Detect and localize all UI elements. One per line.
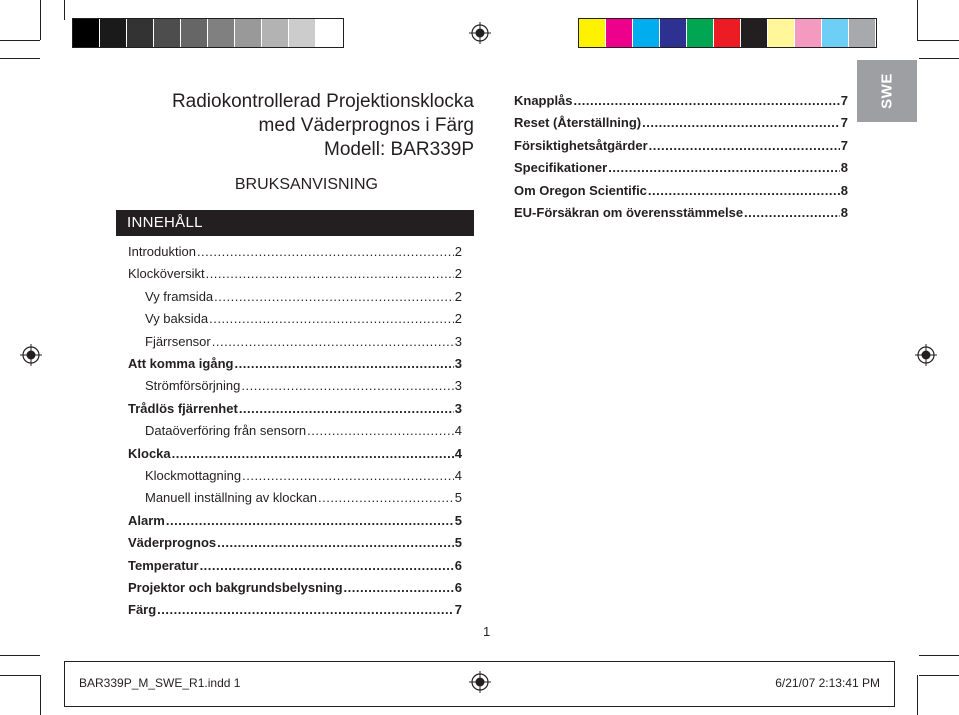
- toc-entry-page: 4: [454, 445, 462, 461]
- toc-entry: [145, 423, 462, 441]
- toc-entry-label: Klocköversikt: [128, 266, 205, 282]
- toc-entry-page: 7: [454, 602, 462, 618]
- contents-heading: INNEHÅLL: [116, 210, 474, 236]
- toc-leader-dots: [649, 138, 840, 153]
- toc-leader-dots: [307, 423, 454, 438]
- toc-entry-label: Specifikationer: [514, 160, 608, 176]
- toc-leader-dots: [241, 378, 453, 393]
- color-swatch: [687, 19, 714, 47]
- crop-mark: [0, 40, 40, 41]
- toc-entry-page: 8: [840, 205, 848, 220]
- toc-leader-dots: [172, 446, 454, 461]
- toc-leader-dots: [212, 334, 454, 349]
- toc-entry: [128, 602, 462, 620]
- crop-mark: [917, 0, 918, 40]
- toc-entry: [128, 446, 462, 464]
- registration-mark-icon: [915, 344, 937, 366]
- toc-entry-label: Trådlös fjärrenhet: [128, 400, 238, 416]
- crop-mark: [919, 58, 959, 59]
- toc-entry: [128, 401, 462, 419]
- toc-entry-label: Projektor och bakgrundsbelysning: [128, 580, 343, 595]
- page-number: 1: [483, 624, 491, 639]
- toc-entry: [128, 535, 462, 553]
- toc-entry: [128, 558, 462, 576]
- toc-entry-label: Dataöverföring från sensorn: [145, 423, 307, 439]
- toc-entry-page: 2: [454, 311, 462, 327]
- toc-entry-label: Klockmottagning: [145, 468, 242, 483]
- color-swatch: [73, 19, 100, 47]
- toc-entry-page: 4: [454, 423, 462, 439]
- title-line-3: Modell: BAR339P: [324, 139, 474, 160]
- crop-mark: [919, 675, 959, 676]
- toc-leader-dots: [318, 490, 454, 505]
- color-swatch: [795, 19, 822, 47]
- crop-mark: [40, 0, 41, 40]
- color-swatch: [127, 19, 154, 47]
- toc-entry-label: Reset (Återställning): [514, 115, 642, 131]
- toc-leader-dots: [214, 289, 454, 304]
- manual-title: BRUKSANVISNING: [234, 176, 378, 193]
- toc-leader-dots: [206, 266, 454, 281]
- toc-leader-dots: [217, 535, 454, 550]
- toc-leader-dots: [239, 401, 454, 416]
- toc-entry: [145, 334, 462, 352]
- toc-entry: [145, 311, 462, 329]
- toc-entry-page: 3: [454, 333, 462, 349]
- toc-entry-label: Introduktion: [128, 244, 196, 259]
- toc-entry-page: 3: [454, 400, 462, 416]
- toc-entry-page: 3: [454, 378, 462, 394]
- toc-entry: [145, 468, 462, 486]
- language-tab-label: SWE: [878, 73, 896, 109]
- color-swatch: [289, 19, 316, 47]
- toc-entry-label: Knapplås: [514, 93, 573, 108]
- toc-leader-dots: [157, 602, 454, 617]
- toc-entry: [128, 356, 462, 374]
- slug-timestamp: 6/21/07 2:13:41 PM: [775, 676, 880, 690]
- toc-entry-page: 7: [840, 137, 848, 153]
- color-swatch: [633, 19, 660, 47]
- color-swatch: [235, 19, 262, 47]
- color-swatch: [822, 19, 849, 47]
- toc-entry-page: 7: [840, 115, 848, 131]
- language-tab: [857, 60, 917, 122]
- toc-entry-label: EU-Försäkran om överensstämmelse: [514, 205, 744, 220]
- toc-entry-label: Väderprognos: [128, 535, 217, 551]
- toc-entry: [128, 513, 462, 531]
- color-swatch: [579, 19, 606, 47]
- toc-entry-label: Alarm: [128, 512, 165, 528]
- toc-entry-label: Om Oregon Scientific: [514, 182, 647, 198]
- toc-entry-page: 5: [454, 535, 462, 551]
- slug-filename: BAR339P_M_SWE_R1.indd 1: [79, 676, 241, 690]
- toc-leader-dots: [608, 160, 840, 175]
- toc-entry: [514, 205, 848, 223]
- color-swatch: [606, 19, 633, 47]
- color-swatch: [741, 19, 768, 47]
- toc-entry: [145, 378, 462, 396]
- toc-leader-dots: [344, 580, 454, 595]
- toc-leader-dots: [574, 93, 840, 108]
- color-swatch: [100, 19, 127, 47]
- toc-entry-label: Vy framsida: [145, 288, 214, 304]
- crop-mark: [0, 655, 40, 656]
- toc-entry-page: 5: [454, 490, 462, 506]
- color-swatch: [208, 19, 235, 47]
- crop-mark: [0, 58, 40, 59]
- toc-entry-label: Manuell inställning av klockan: [145, 490, 317, 506]
- toc-leader-dots: [242, 468, 454, 483]
- toc-leader-dots: [166, 513, 454, 528]
- toc-entry-page: 2: [454, 244, 462, 259]
- color-swatch: [316, 19, 343, 47]
- toc-entry-page: 3: [454, 356, 462, 371]
- toc-leader-dots: [234, 356, 453, 371]
- toc-leader-dots: [642, 115, 840, 130]
- toc-entry: [145, 289, 462, 307]
- color-swatch: [714, 19, 741, 47]
- toc-entry: [128, 266, 462, 284]
- crop-mark: [0, 675, 40, 676]
- toc-entry-page: 8: [840, 160, 848, 176]
- toc-entry-page: 5: [454, 512, 462, 528]
- toc-entry: [514, 183, 848, 201]
- toc-entry: [514, 93, 848, 111]
- toc-entry: [514, 138, 848, 156]
- process-color-bar: [578, 18, 877, 48]
- color-swatch: [262, 19, 289, 47]
- toc-leader-dots: [744, 205, 840, 220]
- toc-entry-label: Fjärrsensor: [145, 333, 211, 349]
- toc-entry-label: Att komma igång: [128, 356, 234, 371]
- crop-mark: [917, 675, 918, 715]
- crop-mark: [40, 675, 41, 715]
- toc-entry-label: Försiktighetsåtgärder: [514, 137, 648, 153]
- toc-entry: [514, 115, 848, 133]
- registration-mark-icon: [20, 344, 42, 366]
- toc-entry: [145, 490, 462, 508]
- color-swatch: [660, 19, 687, 47]
- title-line-2: med Väderprognos i Färg: [258, 115, 474, 136]
- color-swatch: [181, 19, 208, 47]
- registration-mark-icon: [469, 22, 491, 44]
- toc-entry-label: Klocka: [128, 445, 171, 461]
- crop-mark: [917, 40, 959, 41]
- toc-entry-page: 2: [454, 266, 462, 282]
- toc-leader-dots: [209, 311, 454, 326]
- crop-mark: [919, 655, 959, 656]
- crop-mark: [64, 0, 65, 20]
- color-swatch: [849, 19, 876, 47]
- toc-entry-page: 4: [454, 468, 462, 483]
- grayscale-color-bar: [72, 18, 344, 48]
- product-title: [128, 90, 474, 162]
- toc-entry-label: Strömförsörjning: [145, 378, 241, 394]
- toc-entry-page: 7: [840, 93, 848, 108]
- toc-entry-label: Temperatur: [128, 557, 199, 573]
- toc-entry-label: Färg: [128, 602, 157, 618]
- toc-entry: [514, 160, 848, 178]
- toc-leader-dots: [648, 183, 840, 198]
- toc-leader-dots: [197, 244, 454, 259]
- color-swatch: [154, 19, 181, 47]
- color-swatch: [768, 19, 795, 47]
- title-line-1: Radiokontrollerad Projektionsklocka: [171, 91, 474, 112]
- toc-entry-label: Vy baksida: [145, 311, 209, 327]
- toc-entry-page: 6: [454, 557, 462, 573]
- toc-entry-page: 6: [454, 580, 462, 595]
- toc-leader-dots: [200, 558, 454, 573]
- toc-entry: [128, 580, 462, 598]
- toc-entry-page: 2: [454, 288, 462, 304]
- toc-entry-page: 8: [840, 182, 848, 198]
- print-slug: [64, 661, 895, 707]
- toc-entry: [128, 244, 462, 262]
